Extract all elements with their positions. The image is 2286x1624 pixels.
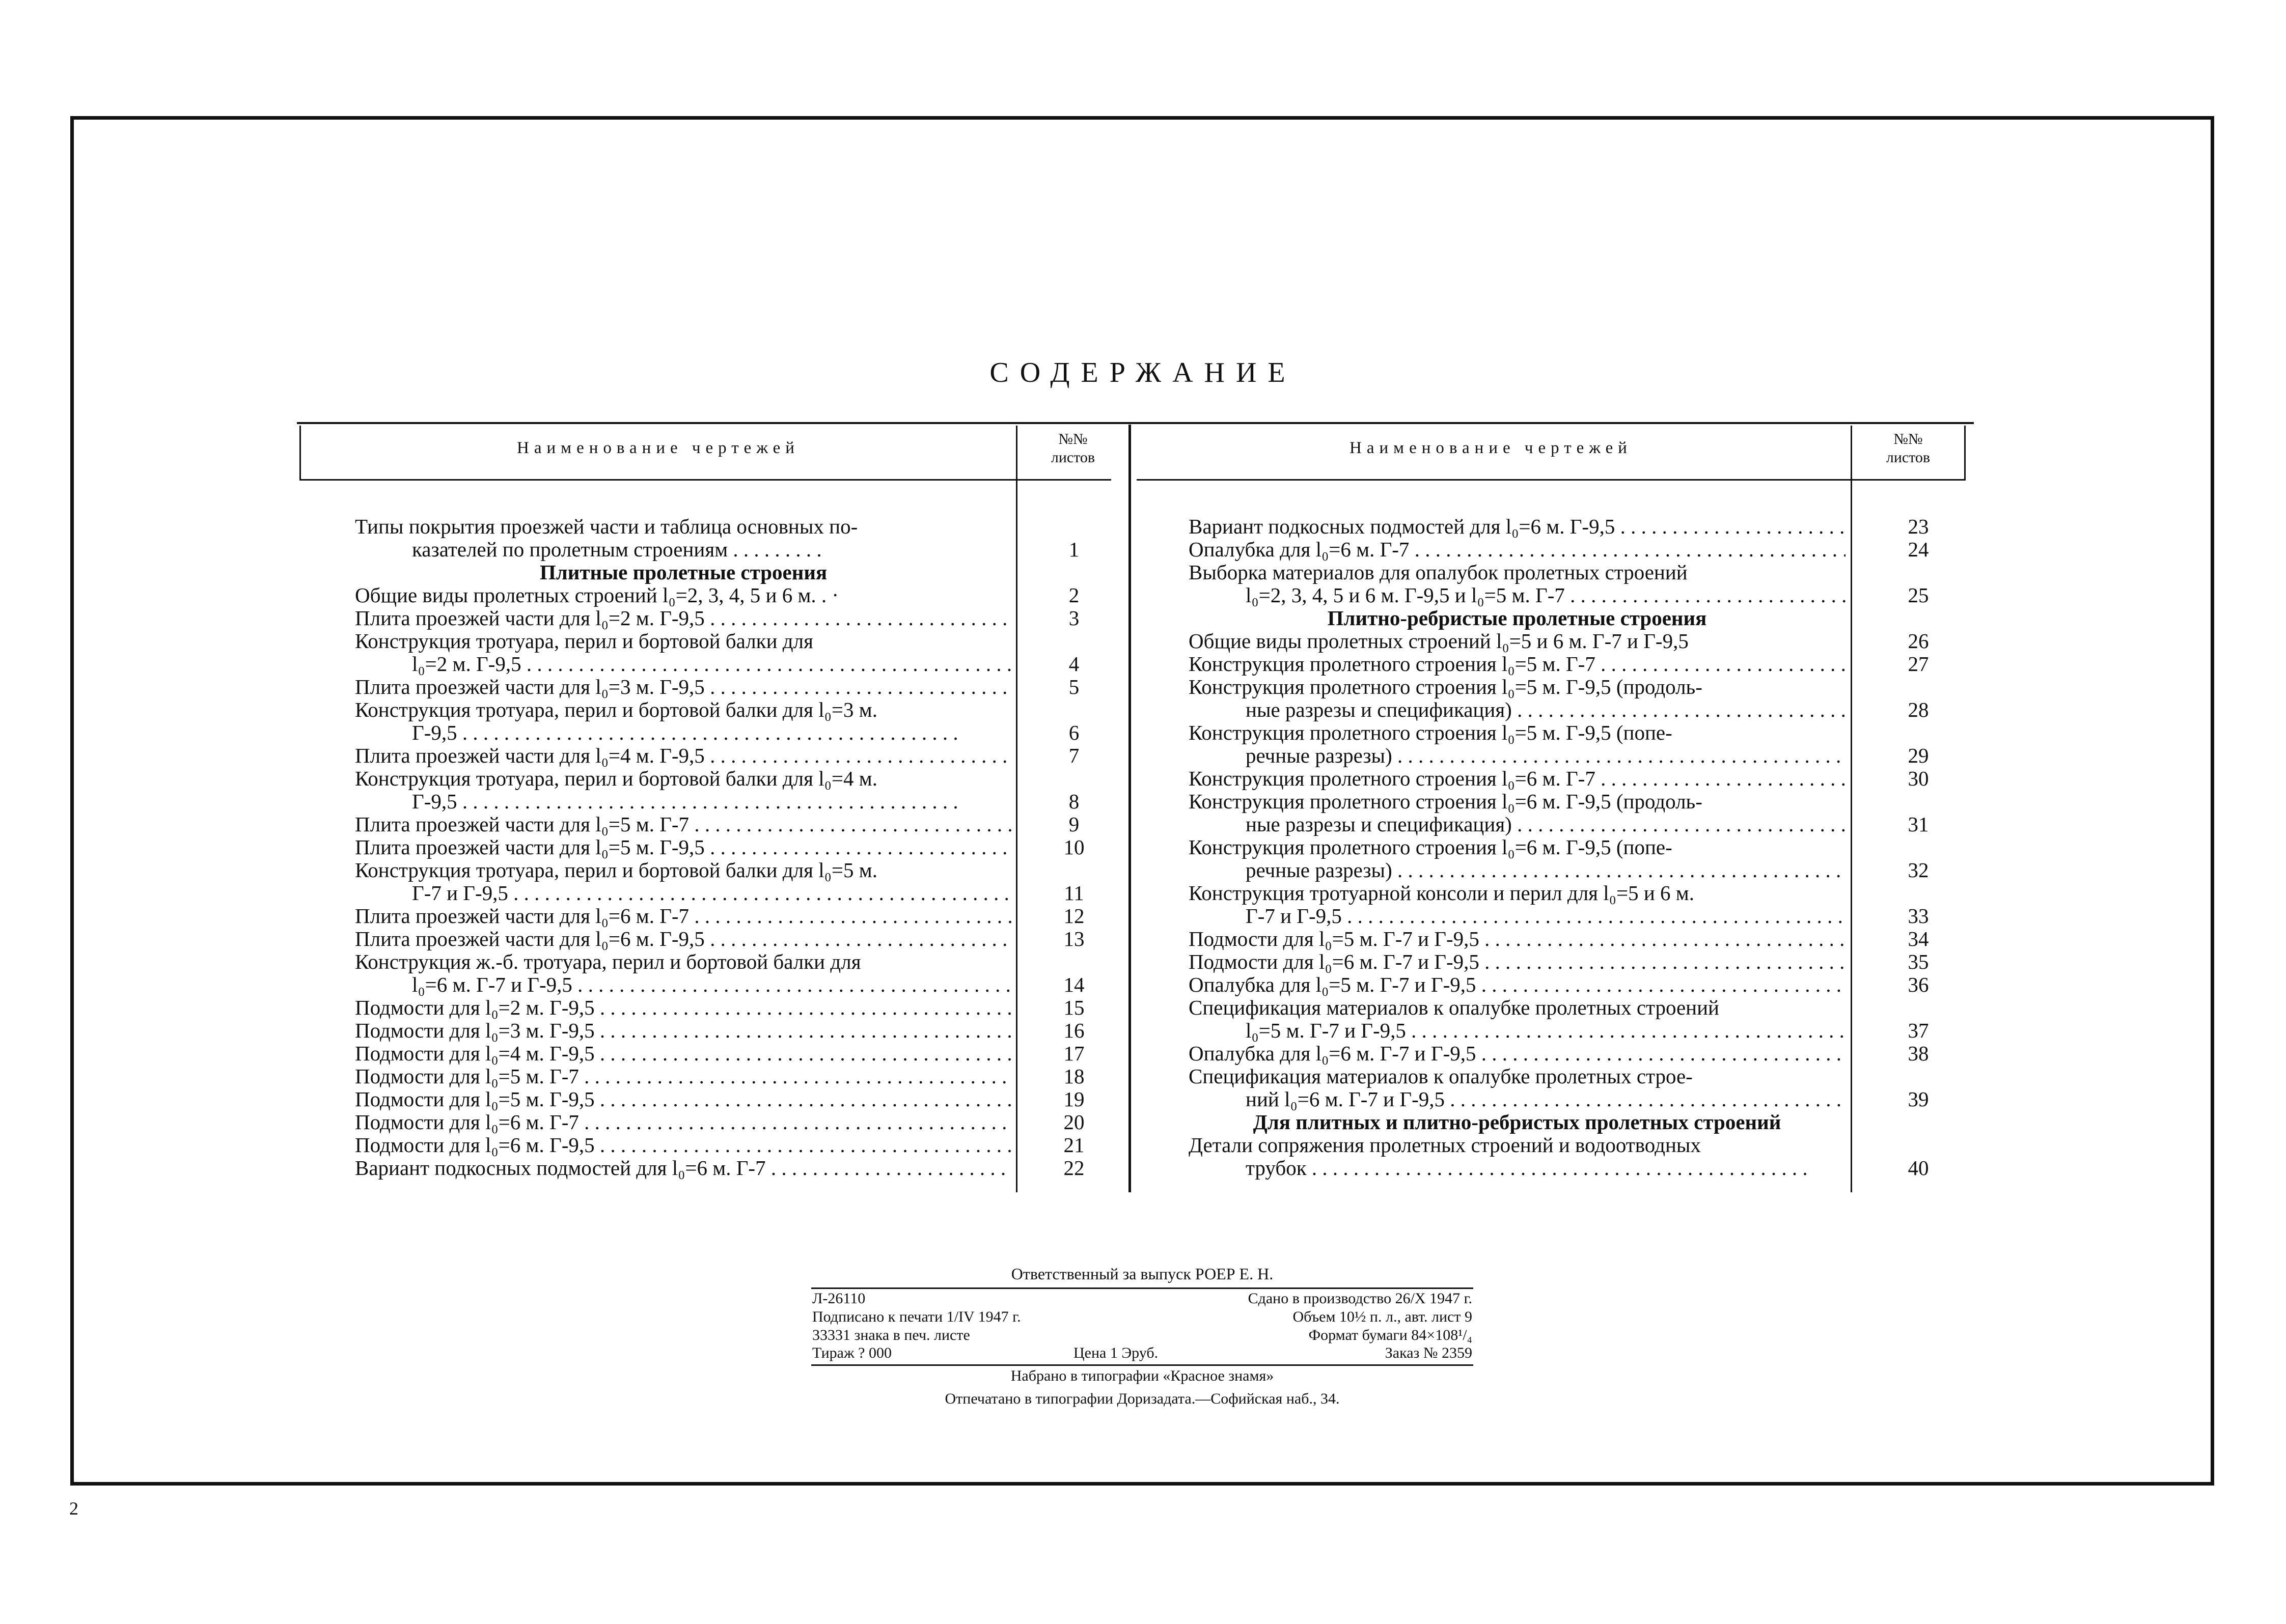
- toc-entry: [355, 744, 1080, 767]
- toc-entry-sheet-number: 37: [1908, 1019, 1929, 1042]
- toc-entry-title: Опалубка для l₀=5 м. Г-7 и Г-9,5 . . .: [1189, 973, 1846, 996]
- toc-entry-title: Конструкция пролетного строения l₀=5 м. Г-9,5 (продоль-: [1189, 676, 1702, 698]
- toc-entry-sheet-number: 26: [1908, 629, 1929, 653]
- right-number-header: [1852, 430, 1964, 467]
- toc-entry: [355, 561, 1012, 584]
- toc-entry-sheet-number: 17: [1063, 1042, 1085, 1065]
- toc-entry: [355, 1087, 1085, 1111]
- left-number-header-line1: №№: [1058, 431, 1088, 447]
- toc-entry: [1189, 858, 1929, 882]
- header-bottom-rule-right: [1137, 479, 1965, 481]
- toc-entry-sheet-number: 27: [1908, 652, 1929, 676]
- toc-entry: [355, 606, 1080, 630]
- toc-entry-title: Опалубка для l₀=6 м. Г-7 . . .: [1189, 538, 1846, 561]
- toc-entry-sheet-number: 9: [1068, 813, 1080, 836]
- toc-entry-sheet-number: 6: [1068, 721, 1080, 744]
- toc-entry-title: Конструкция пролетного строения l₀=6 м. Г-7 . . .: [1189, 767, 1846, 790]
- toc-entry: [1189, 973, 1929, 996]
- toc-entry-title: Плита проезжей части для l₀=5 м. Г-7 . . .: [355, 813, 1012, 836]
- toc-entry-title: Подмости для l₀=5 м. Г-9,5 . . .: [355, 1088, 1012, 1111]
- toc-entry: [355, 675, 1080, 698]
- toc-entry-title: l₀=6 м. Г-7 и Г-9,5 . . .: [355, 973, 1012, 996]
- toc-entry-sheet-number: 5: [1068, 675, 1080, 698]
- toc-entry-title: Конструкция тротуара, перил и бортовой балки для l₀=3 м.: [355, 698, 877, 721]
- left-toc-list: [355, 515, 1085, 1180]
- toc-entry-sheet-number: 20: [1063, 1110, 1085, 1134]
- toc-entry-title: Г-9,5 . . .: [355, 721, 1012, 744]
- toc-entry-title: Конструкция пролетного строения l₀=6 м. Г-9,5 (продоль-: [1189, 790, 1702, 813]
- toc-entry-sheet-number: 28: [1908, 698, 1929, 721]
- toc-entry-title: Конструкция ж.-б. тротуара, перил и бортовой балки для: [355, 950, 861, 973]
- toc-entry: [1189, 996, 1846, 1019]
- section-heading: Плитно-ребристые пролетные строения: [1327, 607, 1707, 630]
- toc-entry: [1189, 607, 1846, 630]
- toc-entry-sheet-number: 15: [1063, 996, 1085, 1019]
- toc-entry-sheet-number: 8: [1068, 790, 1080, 813]
- imprint-tirazh: Тираж ? 000: [812, 1345, 892, 1361]
- toc-entry: [355, 767, 1012, 790]
- toc-entry: [1189, 515, 1929, 538]
- toc-entry-title: Подмости для l₀=2 м. Г-9,5 . . .: [355, 996, 1012, 1019]
- toc-entry: [355, 973, 1085, 996]
- toc-entry-title: Конструкция тротуарной консоли и перил для l₀=5 и 6 м.: [1189, 882, 1694, 905]
- toc-entry-title: Подмости для l₀=3 м. Г-9,5 . . .: [355, 1019, 1012, 1042]
- toc-entry: [355, 698, 1012, 721]
- toc-entry: [1189, 583, 1929, 607]
- toc-entry-title: речные разрезы) . . .: [1189, 744, 1846, 767]
- toc-entry: [1189, 629, 1929, 653]
- right-toc-list: [1189, 515, 1929, 1180]
- toc-entry: [355, 1019, 1085, 1042]
- section-heading: Плитные пролетные строения: [539, 561, 828, 584]
- toc-entry-title: Подмости для l₀=6 м. Г-9,5 . . .: [355, 1134, 1012, 1157]
- toc-entry-title: Подмости для l₀=5 м. Г-7 . . .: [355, 1065, 1012, 1088]
- toc-entry-sheet-number: 21: [1063, 1133, 1085, 1157]
- toc-entry-sheet-number: 40: [1908, 1156, 1929, 1180]
- toc-entry-title: Подмости для l₀=4 м. Г-9,5 . . .: [355, 1042, 1012, 1065]
- imprint-volume: Объем 10½ п. л., авт. лист 9: [1292, 1308, 1472, 1325]
- toc-entry: [1189, 950, 1929, 973]
- toc-entry: [1189, 676, 1846, 698]
- table-right-edge: [1964, 426, 1966, 481]
- toc-entry-title: l₀=2 м. Г-9,5 . . .: [355, 653, 1012, 676]
- right-number-header-line2: листов: [1886, 449, 1931, 466]
- toc-entry-sheet-number: 7: [1068, 744, 1080, 767]
- toc-entry-title: Конструкция пролетного строения l₀=6 м. Г-9,5 (попе-: [1189, 836, 1672, 859]
- toc-entry-sheet-number: 1: [1068, 538, 1080, 561]
- toc-entry-sheet-number: 11: [1064, 881, 1084, 905]
- toc-entry: [1189, 1134, 1846, 1157]
- toc-entry: [355, 721, 1080, 744]
- toc-entry-title: Плита проезжей части для l₀=2 м. Г-9,5 . . .: [355, 607, 1012, 630]
- toc-entry: [355, 630, 1012, 653]
- toc-entry-sheet-number: 25: [1908, 583, 1929, 607]
- toc-entry: [1189, 538, 1929, 561]
- toc-entry-title: Конструкция пролетного строения l₀=5 м. Г-9,5 (попе-: [1189, 721, 1672, 744]
- imprint-production: Сдано в производство 26/X 1947 г.: [1248, 1290, 1472, 1307]
- imprint-price: Цена 1 Эруб.: [1073, 1345, 1159, 1361]
- imprint-code: Л-26110: [812, 1290, 866, 1307]
- toc-entry: [1189, 813, 1929, 836]
- toc-entry: [1189, 882, 1846, 905]
- toc-entry-sheet-number: 29: [1908, 744, 1929, 767]
- toc-entry: [355, 515, 1012, 538]
- toc-entry-title: l₀=5 м. Г-7 и Г-9,5 . . .: [1189, 1019, 1846, 1042]
- toc-entry: [1189, 1065, 1846, 1088]
- toc-entry: [355, 538, 1080, 561]
- toc-entry-sheet-number: 22: [1063, 1156, 1085, 1180]
- section-heading: Для плитных и плитно-ребристых пролетных строений: [1253, 1111, 1781, 1134]
- table-top-rule: [297, 422, 1974, 424]
- toc-entry-title: Спецификация материалов к опалубке пролетных строе-: [1189, 1065, 1693, 1088]
- toc-entry-title: Г-9,5 . . .: [355, 790, 1012, 813]
- toc-entry: [1189, 744, 1929, 767]
- left-number-header: [1017, 430, 1128, 467]
- toc-entry: [355, 950, 1012, 973]
- toc-entry-sheet-number: 19: [1063, 1087, 1085, 1111]
- toc-entry: [1189, 1111, 1846, 1134]
- imprint-responsible: Ответственный за выпуск РОЕР Е. Н.: [1011, 1265, 1274, 1283]
- toc-entry-sheet-number: 12: [1063, 904, 1085, 928]
- toc-entry-title: Общие виды пролетных строений l₀=5 и 6 м. Г-7 и Г-9,5: [1189, 630, 1689, 653]
- toc-entry-sheet-number: 35: [1908, 950, 1929, 973]
- toc-entry: [355, 904, 1085, 928]
- toc-entry: [1189, 721, 1846, 744]
- toc-entry-sheet-number: 23: [1908, 515, 1929, 538]
- imprint-printed: Отпечатано в типографии Доризадата.—Софийская наб., 34.: [945, 1390, 1340, 1407]
- toc-entry-title: ные разрезы и спецификация) . . .: [1189, 698, 1846, 721]
- toc-entry: [1189, 790, 1846, 813]
- toc-entry: [355, 1156, 1085, 1180]
- toc-entry-title: Плита проезжей части для l₀=3 м. Г-9,5 . . .: [355, 676, 1012, 698]
- toc-entry-sheet-number: 2: [1068, 583, 1080, 607]
- toc-entry: [355, 1110, 1085, 1134]
- toc-entry: [1189, 1019, 1929, 1042]
- toc-entry: [355, 790, 1080, 813]
- toc-entry-sheet-number: 18: [1063, 1065, 1085, 1088]
- toc-entry-title: речные разрезы) . . .: [1189, 859, 1846, 882]
- toc-entry-title: Детали сопряжения пролетных строений и водоотводных: [1189, 1134, 1701, 1157]
- toc-entry-title: ний l₀=6 м. Г-7 и Г-9,5 . . .: [1189, 1088, 1846, 1111]
- imprint-signed: Подписано к печати 1/IV 1947 г.: [812, 1308, 1021, 1325]
- toc-entry-title: Вариант подкосных подмостей для l₀=6 м. Г-7 . . .: [355, 1157, 1012, 1180]
- toc-entry: [355, 859, 1012, 882]
- toc-entry-title: Плита проезжей части для l₀=6 м. Г-9,5 . . .: [355, 928, 1012, 950]
- toc-entry-title: Г-7 и Г-9,5 . . .: [1189, 905, 1846, 928]
- toc-entry: [355, 583, 1080, 607]
- toc-entry: [355, 1042, 1085, 1065]
- left-right-separator: [1128, 425, 1131, 1192]
- toc-entry-sheet-number: 33: [1908, 904, 1929, 928]
- toc-entry-title: трубок . . .: [1189, 1157, 1846, 1180]
- toc-entry: [355, 881, 1084, 905]
- toc-entry: [1189, 767, 1929, 790]
- left-name-header: Наименование чертежей: [517, 439, 800, 457]
- toc-entry-sheet-number: 39: [1908, 1087, 1929, 1111]
- imprint-chars: 33331 знака в печ. листе: [812, 1327, 970, 1343]
- toc-entry: [355, 996, 1085, 1019]
- toc-entry-title: казателей по пролетным строениям . . . . . . . . .: [412, 538, 822, 561]
- toc-entry-title: Конструкция тротуара, перил и бортовой балки для l₀=4 м.: [355, 767, 877, 790]
- toc-entry-sheet-number: 10: [1063, 835, 1085, 859]
- toc-entry-sheet-number: 38: [1908, 1042, 1929, 1065]
- toc-entry-sheet-number: 16: [1063, 1019, 1085, 1042]
- toc-entry-title: Вариант подкосных подмостей для l₀=6 м. Г-9,5 . . .: [1189, 515, 1846, 538]
- toc-entry-sheet-number: 30: [1908, 767, 1929, 790]
- header-bottom-rule-left: [300, 479, 1111, 481]
- toc-entry: [1189, 698, 1929, 721]
- toc-entry: [1189, 1156, 1929, 1180]
- toc-entry-title: Подмости для l₀=5 м. Г-7 и Г-9,5 . . .: [1189, 928, 1846, 950]
- toc-entry: [1189, 652, 1929, 676]
- imprint-rule-bottom: [811, 1364, 1473, 1366]
- toc-entry-title: Подмости для l₀=6 м. Г-7 . . .: [355, 1111, 1012, 1134]
- toc-entry: [1189, 561, 1846, 584]
- toc-entry: [355, 652, 1080, 676]
- toc-entry-title: l₀=2, 3, 4, 5 и 6 м. Г-9,5 и l₀=5 м. Г-7 . . .: [1189, 584, 1846, 607]
- left-number-header-line2: листов: [1051, 449, 1095, 466]
- right-number-divider: [1851, 426, 1852, 1192]
- toc-entry-sheet-number: 4: [1068, 652, 1080, 676]
- toc-entry-title: Общие виды пролетных строений l₀=2, 3, 4, 5 и 6 м. . ·: [355, 584, 839, 607]
- toc-entry: [1189, 904, 1929, 928]
- toc-entry: [355, 813, 1080, 836]
- toc-entry: [1189, 836, 1846, 859]
- toc-entry-title: Г-7 и Г-9,5 . . .: [355, 882, 1012, 905]
- toc-entry-sheet-number: 13: [1063, 927, 1085, 950]
- toc-entry-title: Плита проезжей части для l₀=4 м. Г-9,5 . . .: [355, 744, 1012, 767]
- toc-entry-sheet-number: 36: [1908, 973, 1929, 996]
- toc-entry-title: Выборка материалов для опалубок пролетных строений: [1189, 561, 1688, 584]
- right-name-header: Наименование чертежей: [1349, 439, 1632, 457]
- toc-entry-title: Плита проезжей части для l₀=6 м. Г-7 . . .: [355, 905, 1012, 928]
- toc-entry-title: Конструкция тротуара, перил и бортовой балки для: [355, 630, 813, 653]
- toc-entry-title: Опалубка для l₀=6 м. Г-7 и Г-9,5 . . .: [1189, 1042, 1846, 1065]
- toc-entry-sheet-number: 34: [1908, 927, 1929, 950]
- toc-entry: [355, 1133, 1085, 1157]
- page-number: 2: [69, 1498, 78, 1519]
- toc-entry: [355, 927, 1085, 950]
- right-number-header-line1: №№: [1893, 431, 1923, 447]
- toc-entry: [1189, 1087, 1929, 1111]
- toc-entry-title: Спецификация материалов к опалубке пролетных строений: [1189, 996, 1719, 1019]
- left-number-divider: [1016, 426, 1017, 1192]
- toc-entry-title: Подмости для l₀=6 м. Г-7 и Г-9,5 . . .: [1189, 950, 1846, 973]
- imprint-typeset: Набрано в типографии «Красное знамя»: [1010, 1367, 1274, 1384]
- toc-entry-title: Плита проезжей части для l₀=5 м. Г-9,5 . . .: [355, 836, 1012, 859]
- toc-entry: [355, 835, 1085, 859]
- toc-entry-title: Конструкция пролетного строения l₀=5 м. Г-7 . . .: [1189, 653, 1846, 676]
- imprint-rule-top: [811, 1287, 1473, 1289]
- toc-entry-sheet-number: 31: [1908, 813, 1929, 836]
- toc-entry-sheet-number: 14: [1063, 973, 1085, 996]
- toc-entry-sheet-number: 32: [1908, 858, 1929, 882]
- toc-entry: [1189, 927, 1929, 950]
- imprint-order: Заказ № 2359: [1385, 1345, 1472, 1361]
- toc-entry-sheet-number: 3: [1068, 606, 1080, 630]
- page-title: СОДЕРЖАНИЕ: [989, 357, 1297, 388]
- toc-entry-title: ные разрезы и спецификация) . . .: [1189, 813, 1846, 836]
- toc-entry-title: Типы покрытия проезжей части и таблица основных по-: [355, 515, 858, 538]
- toc-entry-sheet-number: 24: [1908, 538, 1929, 561]
- toc-entry: [355, 1065, 1085, 1088]
- toc-entry-title: Конструкция тротуара, перил и бортовой балки для l₀=5 м.: [355, 859, 877, 882]
- toc-entry: [1189, 1042, 1929, 1065]
- imprint-paper: Формат бумаги 84×108¹/₄: [1308, 1327, 1472, 1343]
